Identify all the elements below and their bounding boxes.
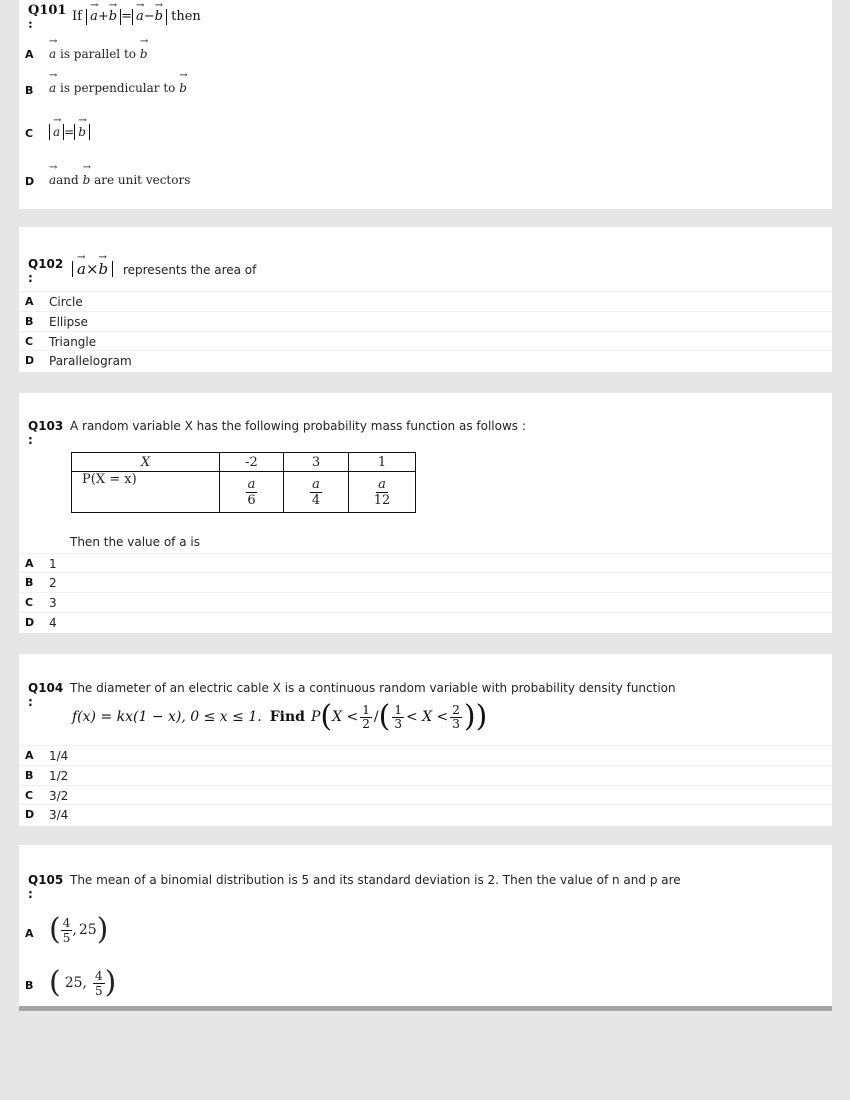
fraction-numerator: 1: [362, 702, 370, 717]
fraction: [245, 477, 257, 508]
table-header-cell: X: [72, 453, 220, 472]
question-text: The diameter of an electric cable X is a continuous random variable with probability density function: [70, 681, 676, 695]
cross-product-expression: [72, 261, 113, 277]
table-cell: 3: [284, 453, 349, 472]
question-number: [28, 419, 63, 447]
comma: ,: [72, 922, 77, 938]
vector-b: → b: [140, 47, 148, 61]
question-label: Q102: [28, 257, 64, 271]
option-letter: C: [25, 127, 34, 140]
question-label: Q103: [28, 419, 64, 433]
option-letter: B: [25, 576, 34, 589]
vector-b: → b: [109, 9, 117, 25]
option-letter: C: [25, 789, 34, 802]
question-card-q102: [19, 227, 832, 372]
option-text: 1/4: [49, 749, 69, 763]
question-card-q101: [19, 0, 832, 209]
option-mid-text: and: [56, 173, 79, 187]
stem-suffix: then: [171, 9, 201, 24]
option-text: 4: [49, 616, 57, 630]
option-letter: A: [25, 557, 34, 570]
abs-a-plus-b: [86, 9, 121, 25]
option-row[interactable]: [19, 172, 832, 196]
question-number: [28, 873, 63, 901]
cross-sign: ×: [85, 260, 99, 278]
option-letter: D: [25, 616, 35, 629]
paren-close: ): [96, 912, 109, 947]
vector-b: → b: [179, 81, 187, 95]
fraction-numerator: 2: [452, 702, 460, 717]
probability-symbol: P: [310, 709, 321, 725]
vector-b: → b: [99, 261, 109, 277]
option-text: [49, 81, 187, 95]
option-row[interactable]: [19, 350, 832, 371]
option-letter: C: [25, 596, 34, 609]
option-letter: C: [25, 335, 34, 348]
question-colon: :: [28, 17, 33, 32]
question-colon: :: [28, 271, 33, 285]
bottom-scroll-divider: [19, 1006, 832, 1011]
option-text: 1: [49, 557, 57, 571]
fraction-denominator: 12: [373, 492, 391, 508]
option-row[interactable]: [19, 311, 832, 332]
vector-a: → a: [136, 9, 144, 25]
question-card-q103: [19, 393, 832, 633]
option-letter: B: [25, 979, 34, 992]
option-suffix: are unit vectors: [94, 173, 191, 187]
vector-a: → a: [49, 173, 56, 187]
fraction-numerator: a: [312, 476, 320, 492]
fraction-denominator: 5: [62, 930, 71, 945]
abs-b: [74, 124, 90, 140]
option-text: [49, 173, 190, 187]
paren-open: (: [378, 699, 391, 734]
abs-a: [49, 124, 64, 140]
question-label: Q104: [28, 681, 64, 695]
option-letter: D: [25, 808, 35, 821]
fraction: [93, 969, 105, 998]
question-text: The mean of a binomial distribution is 5 and its standard deviation is 2. Then the value of n and p are: [70, 873, 681, 887]
vector-a: → a: [77, 261, 86, 277]
vector-b: → b: [83, 173, 91, 187]
fraction-denominator: 2: [362, 716, 370, 731]
pdf-formula: [72, 696, 487, 738]
option-row[interactable]: [19, 745, 832, 766]
fraction-numerator: 4: [94, 968, 103, 983]
question-colon: :: [28, 887, 33, 901]
plus-sign: +: [97, 9, 109, 24]
question-stem: [72, 261, 256, 277]
option-text: [49, 124, 90, 140]
option-row[interactable]: [19, 331, 832, 352]
option-mid-text: is perpendicular to: [59, 81, 176, 95]
option-row[interactable]: [19, 121, 832, 147]
fraction: [372, 477, 393, 508]
fraction-denominator: 3: [452, 716, 460, 731]
paren-open: (: [320, 699, 333, 734]
question-colon: :: [28, 695, 33, 709]
option-letter: B: [25, 769, 34, 782]
option-text: 3/2: [49, 789, 69, 803]
option-text: Triangle: [49, 335, 97, 349]
fraction: [61, 916, 73, 945]
conditional-slash: /: [373, 709, 379, 725]
option-letter: B: [25, 315, 34, 328]
question-text: A random variable X has the following probability mass function as follows :: [70, 419, 526, 433]
question-label: Q101: [28, 3, 67, 18]
option-letter: A: [25, 749, 34, 762]
table-header-cell: P(X = x): [72, 472, 220, 513]
pmf-table-wrapper: [71, 452, 416, 513]
option-text: [49, 47, 148, 61]
fraction-denominator: 4: [311, 492, 321, 508]
option-text: 2: [49, 576, 57, 590]
table-cell: [284, 472, 349, 513]
pdf-expression: f(x) = kx(1 − x), 0 ≤ x ≤ 1.: [72, 709, 262, 725]
vector-a: → a: [49, 47, 56, 61]
option-letter: A: [25, 295, 34, 308]
option-row[interactable]: [19, 765, 832, 786]
option-letter: A: [25, 927, 34, 940]
table-row: [72, 453, 416, 472]
table-row: [72, 472, 416, 513]
option-letter: D: [25, 354, 35, 367]
option-row[interactable]: [19, 961, 832, 1005]
question-followup-text: Then the value of a is: [70, 535, 200, 549]
question-number: [28, 4, 66, 32]
fraction: [360, 704, 372, 731]
paren-close: )): [463, 699, 488, 734]
fraction-denominator: 6: [247, 492, 256, 508]
option-row[interactable]: [19, 45, 832, 69]
option-text: Parallelogram: [49, 354, 132, 368]
question-card-q104: [19, 654, 832, 826]
question-card-q105: [19, 845, 832, 1007]
x-between: < X <: [405, 709, 449, 725]
paren-close: ): [104, 965, 117, 1000]
question-number: [28, 257, 63, 285]
abs-a-minus-b: [132, 9, 167, 25]
vector-b: → b: [78, 124, 86, 140]
vector-a: → a: [90, 9, 98, 25]
fraction: [450, 704, 462, 731]
paren-open: (: [49, 965, 61, 1000]
option-letter: D: [25, 175, 35, 188]
find-text: Find: [269, 709, 305, 725]
x-less-than: X <: [332, 709, 359, 725]
option-row[interactable]: [19, 612, 832, 633]
stem-prefix: If: [72, 9, 82, 24]
fraction-numerator: 1: [394, 702, 402, 717]
option-text: [49, 961, 116, 1005]
option-mid-text: is parallel to: [59, 47, 136, 61]
option-text: Ellipse: [49, 315, 88, 329]
fraction-numerator: a: [378, 476, 386, 492]
option-text: 3: [49, 596, 57, 610]
question-colon: :: [28, 433, 33, 447]
n-value: 25,: [64, 975, 87, 991]
fraction-denominator: 5: [94, 983, 103, 998]
question-stem: [72, 9, 201, 25]
option-row[interactable]: [19, 553, 832, 574]
option-row[interactable]: [19, 572, 832, 593]
paren-open: (: [49, 912, 61, 947]
equals-sign: =: [121, 9, 132, 24]
table-cell: [220, 472, 284, 513]
fraction-numerator: a: [247, 476, 256, 492]
vector-a: → a: [49, 81, 56, 95]
fraction: [310, 477, 322, 508]
table-cell: [349, 472, 416, 513]
pmf-table: [71, 452, 416, 513]
option-letter: B: [25, 84, 34, 97]
minus-sign: −: [143, 9, 155, 24]
fraction-numerator: 4: [62, 915, 71, 930]
vector-a: → a: [53, 124, 60, 140]
n-value: 25: [78, 922, 97, 938]
option-text: [49, 909, 108, 951]
question-text: represents the area of: [122, 263, 257, 277]
option-text: Circle: [49, 295, 83, 309]
question-label: Q105: [28, 873, 64, 887]
option-row[interactable]: [19, 291, 832, 312]
question-number: [28, 681, 63, 709]
option-row[interactable]: [19, 909, 832, 951]
option-letter: A: [25, 48, 34, 61]
option-row[interactable]: [19, 804, 832, 825]
table-cell: -2: [220, 453, 284, 472]
fraction: [392, 704, 404, 731]
option-text: 1/2: [49, 769, 69, 783]
option-row[interactable]: [19, 81, 832, 105]
option-text: 3/4: [49, 808, 69, 822]
option-row[interactable]: [19, 785, 832, 806]
fraction-denominator: 3: [394, 716, 402, 731]
option-row[interactable]: [19, 592, 832, 613]
table-cell: 1: [349, 453, 416, 472]
vector-b: → b: [155, 9, 163, 25]
equals-sign: =: [64, 125, 75, 139]
